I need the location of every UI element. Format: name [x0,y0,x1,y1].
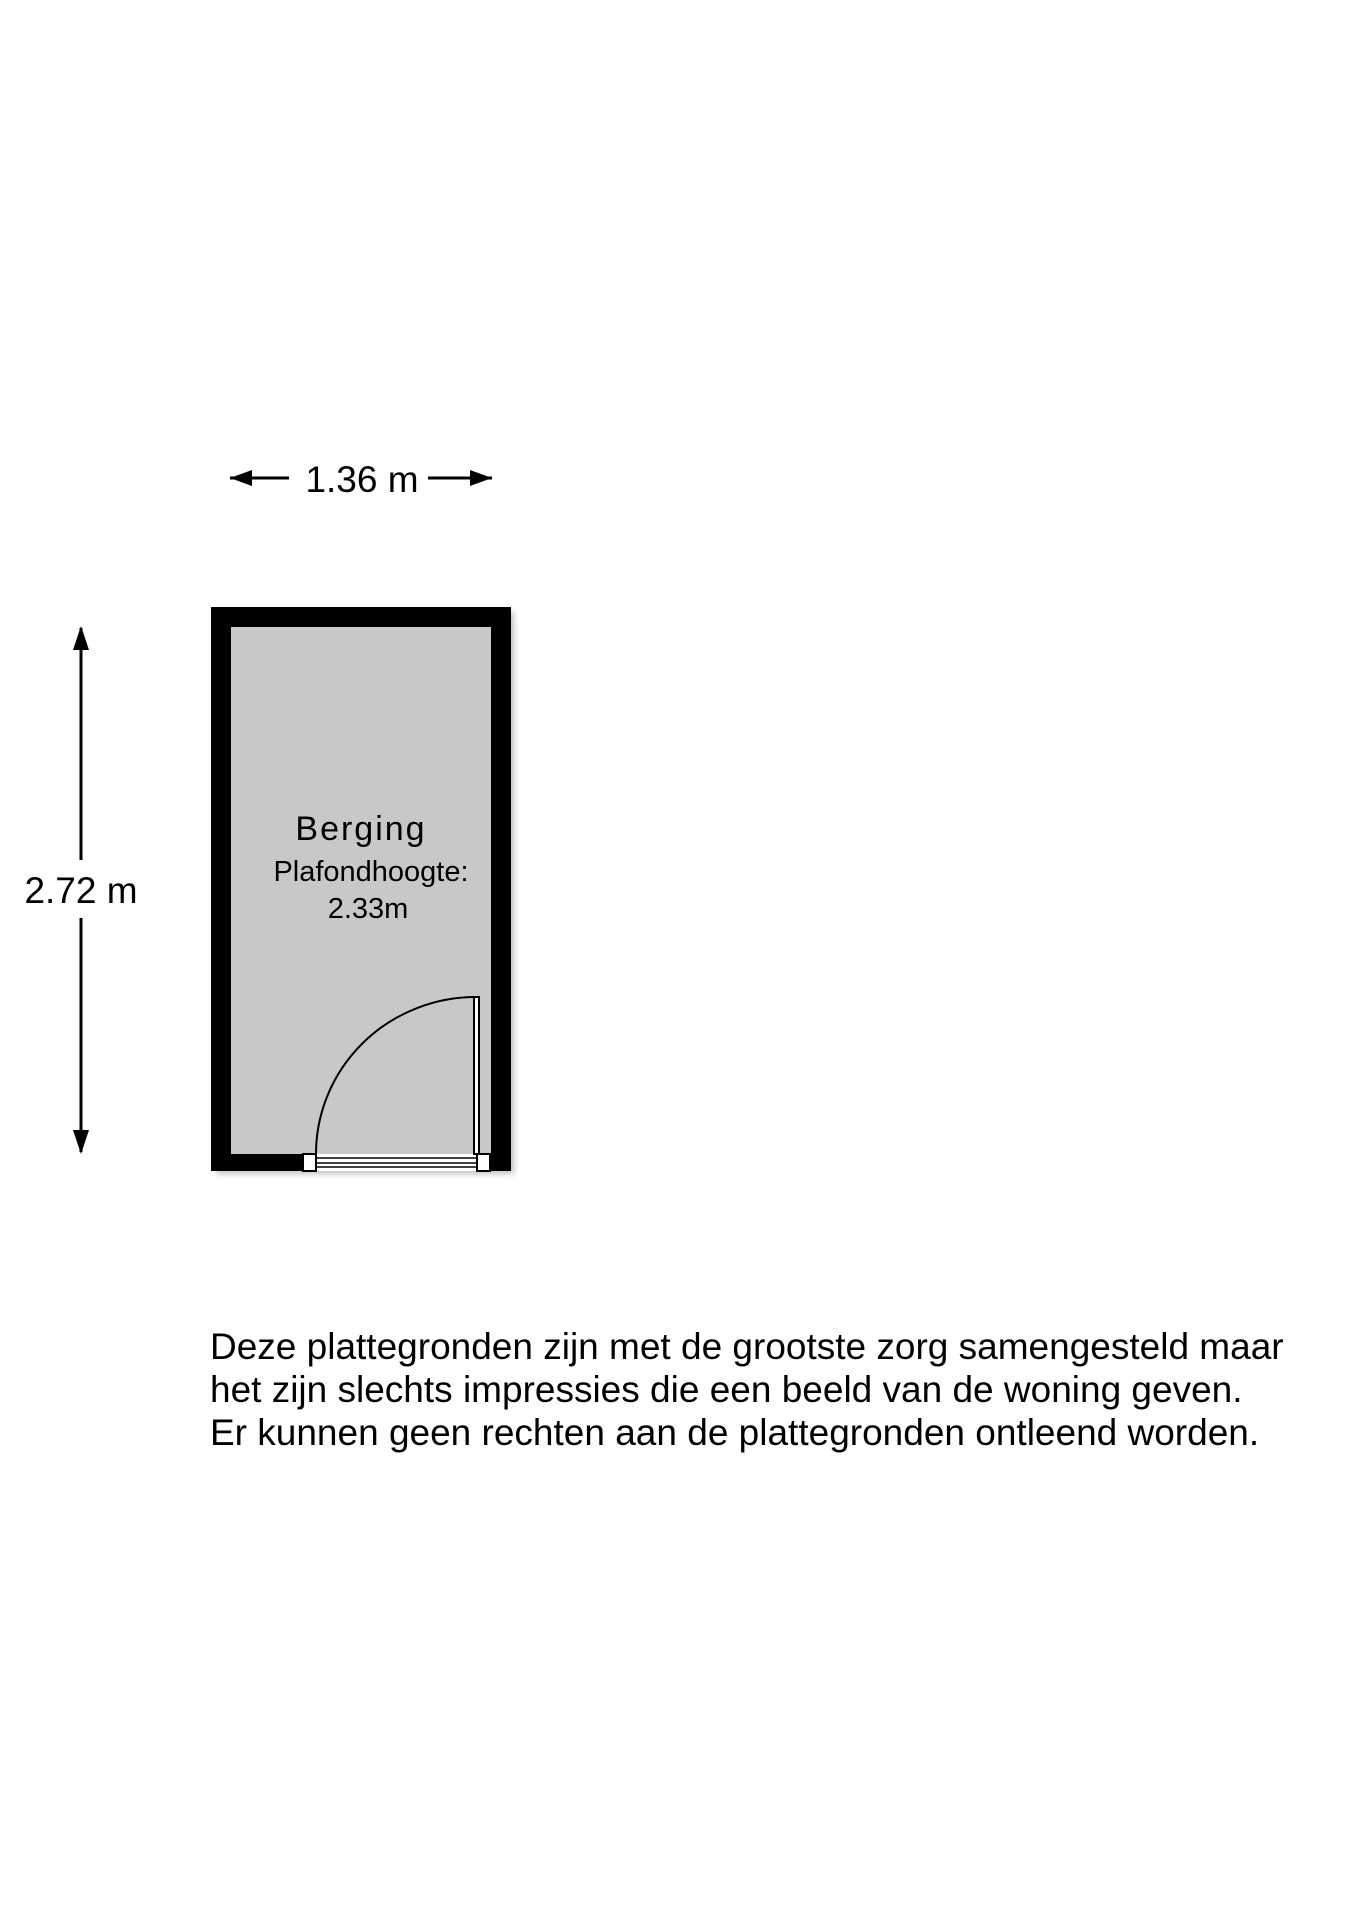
room-name: Berging [295,810,427,848]
door-jamb-left [303,1154,316,1171]
disclaimer-line: Er kunnen geen rechten aan de plattegronden ontleend worden. [210,1412,1260,1453]
height-dimension [24,626,137,1154]
ceiling-height-label: Plafondhoogte: [273,856,469,888]
width-label: 1.36 m [305,459,419,500]
door-leaf [474,997,479,1154]
height-label: 2.72 m [24,870,138,911]
width-arrowhead-left-icon [230,470,252,486]
width-dimension [230,459,492,500]
disclaimer-line: Deze plattegronden zijn met de grootste zorg samengesteld maar [210,1326,1284,1367]
room-floor [231,627,491,1154]
ceiling-height-value: 2.33m [327,893,409,925]
door-jamb-right [477,1154,490,1171]
disclaimer-text [210,1325,1330,1454]
room-berging [211,607,514,1174]
height-arrowhead-bottom-icon [73,1130,89,1154]
width-arrowhead-right-icon [470,470,492,486]
disclaimer-line: het zijn slechts impressies die een beeld van de woning geven. [210,1369,1243,1410]
height-arrowhead-top-icon [73,626,89,650]
